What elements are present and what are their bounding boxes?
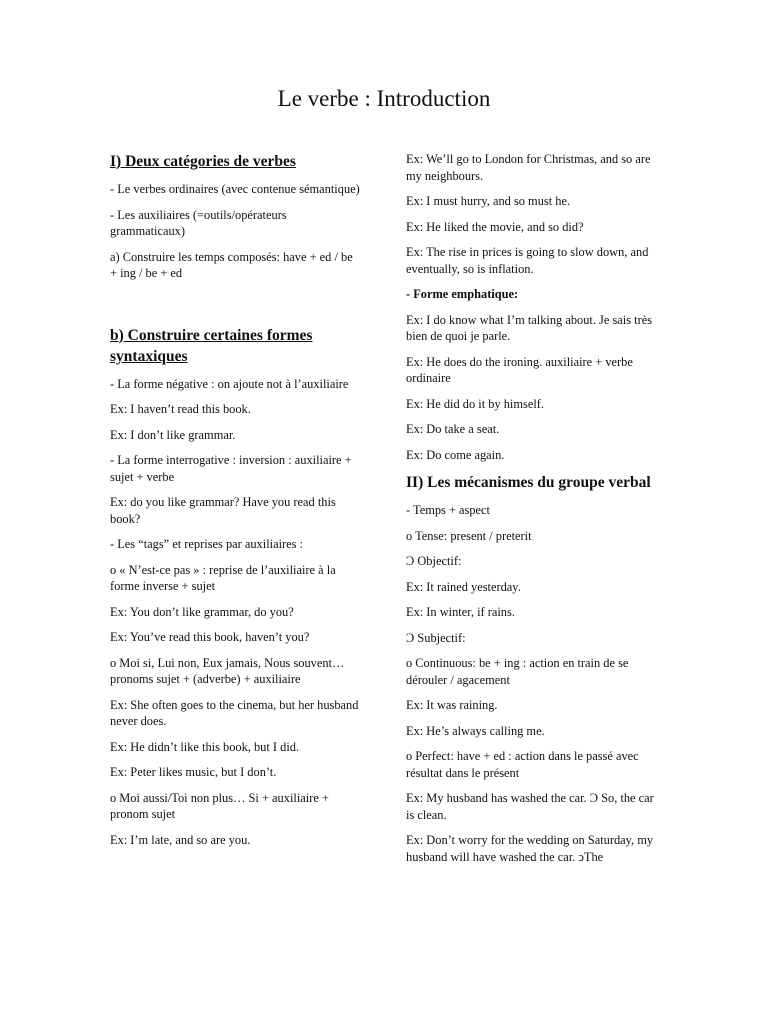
paragraph: - Les “tags” et reprises par auxiliaires : [110, 537, 304, 551]
paragraph: o Continuous: be + ing : action en train de se dérouler / agacement [406, 656, 629, 687]
example: Ex: It was raining. [406, 698, 498, 712]
example: Ex: In winter, if rains. [406, 605, 515, 619]
example: Ex: He liked the movie, and so did? [406, 219, 584, 234]
example: Ex: She often goes to the cinema, but her husband never does. [110, 697, 359, 728]
example: Ex: He’s always calling me. [406, 723, 545, 738]
example: Ex: My husband has washed the car. Ͻ So, the car is clean. [406, 791, 654, 822]
paragraph: a) Construire les temps composés: have + ed / be + ing / be + ed [110, 249, 353, 280]
example: Ex: We’ll go to London for Christmas, and so are my neighbours. [406, 152, 651, 183]
example: Ex: I’m late, and so are you. [110, 832, 251, 847]
paragraph: - Les auxiliaires (=outils/opérateurs grammaticaux) [110, 207, 287, 238]
subheading-emphatic: - Forme emphatique: [406, 287, 519, 301]
example: Ex: do you like grammar? Have you read this book? [110, 495, 336, 526]
paragraph: o Moi aussi/Toi non plus… Si + auxiliaire + pronom sujet [110, 790, 329, 821]
example: Ex: I don’t like grammar. [110, 427, 236, 442]
example: Ex: He didn’t like this book, but I did. [110, 739, 300, 754]
example: Ex: You’ve read this book, haven’t you? [110, 630, 310, 644]
paragraph: o Moi si, Lui non, Eux jamais, Nous souvent… pronoms sujet + (adverbe) + auxiliaire [110, 655, 345, 686]
example: Ex: He did do it by himself. [406, 396, 545, 411]
example: Ex: I haven’t read this book. [110, 402, 251, 416]
page-title: Le verbe : Introduction [277, 86, 491, 111]
paragraph: Ͻ Objectif: [406, 554, 462, 568]
paragraph: o Perfect: have + ed : action dans le passé avec résultat dans le présent [406, 749, 639, 780]
section-heading-b: b) Construire certaines formes syntaxiques [110, 326, 313, 365]
paragraph: - La forme négative : on ajoute not à l’auxiliaire [110, 376, 349, 391]
paragraph: - La forme interrogative : inversion : auxiliaire + sujet + verbe [110, 453, 352, 484]
section-heading-2: II) Les mécanismes du groupe verbal [406, 474, 651, 491]
example: Ex: He does do the ironing. auxiliaire + verbe ordinaire [406, 354, 633, 385]
section-heading-1: I) Deux catégories de verbes [110, 153, 296, 170]
example: Ex: I must hurry, and so must he. [406, 194, 571, 208]
paragraph: o Tense: present / preterit [406, 528, 532, 543]
paragraph: - Le verbes ordinaires (avec contenue sémantique) [110, 182, 360, 196]
paragraph: - Temps + aspect [406, 503, 490, 517]
spacer [110, 291, 360, 325]
example: Ex: It rained yesterday. [406, 579, 521, 594]
example: Ex: Do take a seat. [406, 422, 500, 436]
example: Ex: Peter likes music, but I don’t. [110, 765, 277, 779]
example: Ex: I do know what I’m talking about. Je sais très bien de quoi je parle. [406, 312, 653, 343]
left-column [110, 151, 360, 857]
example: Ex: You don’t like grammar, do you? [110, 604, 294, 619]
example: Ex: The rise in prices is going to slow down, and eventually, so is inflation. [406, 245, 649, 276]
right-column [406, 151, 660, 874]
example: Ex: Do come again. [406, 447, 505, 462]
paragraph: Ͻ Subjectif: [406, 630, 466, 645]
paragraph: o « N’est-ce pas » : reprise de l’auxiliaire à la forme inverse + sujet [110, 562, 336, 593]
example: Ex: Don’t worry for the wedding on Saturday, my husband will have washed the car. ͻThe [406, 833, 654, 864]
